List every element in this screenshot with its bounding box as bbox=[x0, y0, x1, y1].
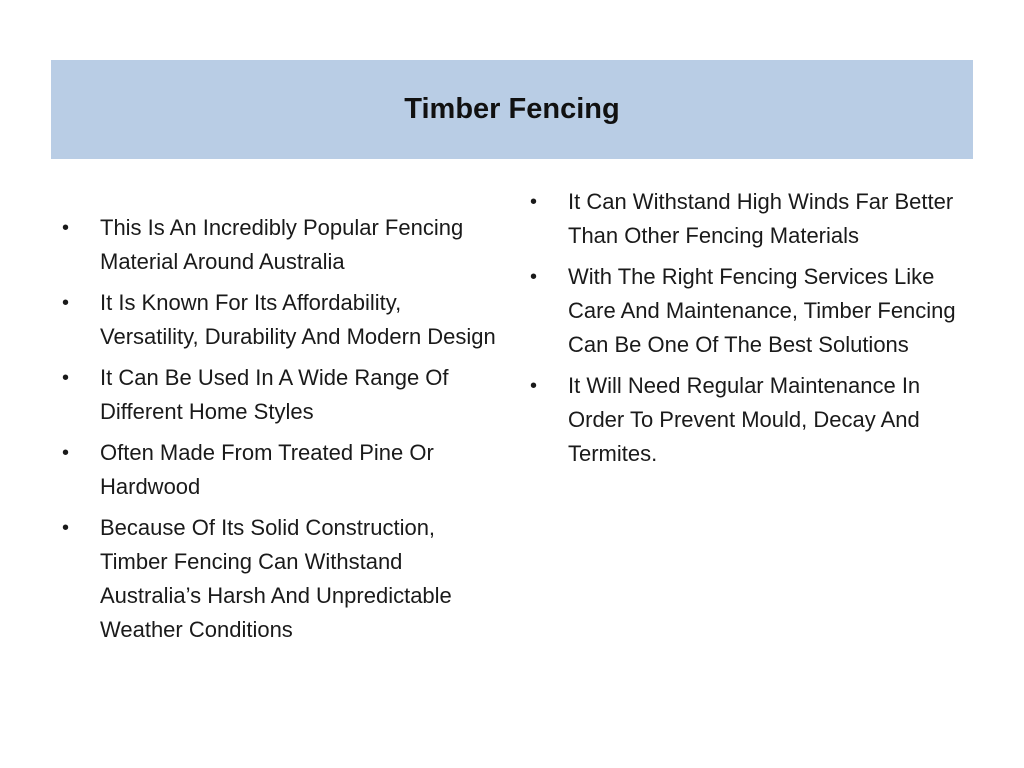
bullet-text: This Is An Incredibly Popular Fencing Material Around Australia bbox=[100, 215, 464, 274]
bullet-text: It Is Known For Its Affordability, Versatility, Durability And Modern Design bbox=[100, 290, 496, 349]
bullet-icon: • bbox=[530, 191, 538, 213]
list-item bbox=[62, 211, 502, 279]
list-item bbox=[530, 369, 970, 471]
bullet-icon: • bbox=[530, 266, 538, 288]
bullet-icon: • bbox=[62, 367, 70, 389]
list-item bbox=[530, 185, 970, 253]
list-item bbox=[62, 511, 502, 647]
list-item bbox=[62, 436, 502, 504]
bullet-text: With The Right Fencing Services Like Care And Maintenance, Timber Fencing Can Be One Of The Best Solutions bbox=[568, 264, 956, 357]
bullet-text: It Will Need Regular Maintenance In Order To Prevent Mould, Decay And Termites. bbox=[568, 373, 921, 466]
title-band bbox=[51, 60, 973, 159]
bullet-text: Because Of Its Solid Construction, Timber Fencing Can Withstand Australia’s Harsh And Unpredictable Weather Conditions bbox=[100, 515, 452, 642]
bullet-icon: • bbox=[62, 292, 70, 314]
list-item bbox=[62, 286, 502, 354]
list-item bbox=[62, 361, 502, 429]
left-bullet-list bbox=[62, 211, 502, 654]
bullet-icon: • bbox=[62, 442, 70, 464]
bullet-text: Often Made From Treated Pine Or Hardwood bbox=[100, 440, 434, 499]
right-bullet-list bbox=[530, 185, 970, 478]
bullet-text: It Can Be Used In A Wide Range Of Different Home Styles bbox=[100, 365, 449, 424]
bullet-text: It Can Withstand High Winds Far Better Than Other Fencing Materials bbox=[568, 189, 954, 248]
slide-title: Timber Fencing bbox=[404, 93, 620, 125]
bullet-icon: • bbox=[530, 375, 538, 397]
bullet-icon: • bbox=[62, 517, 70, 539]
bullet-icon: • bbox=[62, 217, 70, 239]
list-item bbox=[530, 260, 970, 362]
